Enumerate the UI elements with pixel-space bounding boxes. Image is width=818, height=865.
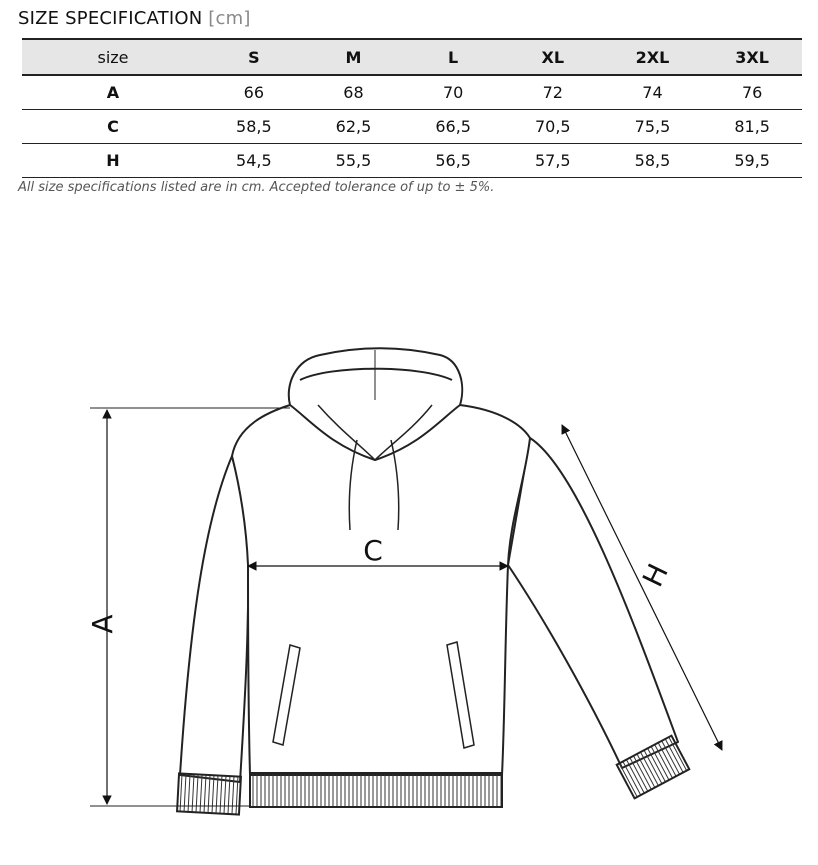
table-cell: 70 xyxy=(403,75,503,110)
row-label: H xyxy=(22,144,204,178)
row-label: C xyxy=(22,110,204,144)
table-cell: 75,5 xyxy=(603,110,703,144)
table-cell: 59,5 xyxy=(702,144,802,178)
table-cell: 76 xyxy=(702,75,802,110)
table-cell: 66,5 xyxy=(403,110,503,144)
table-cell: 54,5 xyxy=(204,144,304,178)
column-header: S xyxy=(204,39,304,75)
table-cell: 70,5 xyxy=(503,110,603,144)
row-label: A xyxy=(22,75,204,110)
tolerance-note: All size specifications listed are in cm. Accepted tolerance of up to ± 5%. xyxy=(18,180,495,195)
hem-ribbing xyxy=(250,773,502,807)
title-text: SIZE SPECIFICATION xyxy=(18,8,203,29)
column-header: size xyxy=(22,39,204,75)
column-header: L xyxy=(403,39,503,75)
column-header: M xyxy=(304,39,404,75)
table-cell: 58,5 xyxy=(603,144,703,178)
table-cell: 68 xyxy=(304,75,404,110)
table-cell: 57,5 xyxy=(503,144,603,178)
table-cell: 62,5 xyxy=(304,110,404,144)
left-cuff xyxy=(177,773,241,814)
table-cell: 56,5 xyxy=(403,144,503,178)
label-a: A xyxy=(86,614,119,634)
column-header: 2XL xyxy=(603,39,703,75)
table-cell: 74 xyxy=(603,75,703,110)
hoodie-outline xyxy=(180,348,678,782)
table-cell: 72 xyxy=(503,75,603,110)
label-h: H xyxy=(636,558,675,592)
column-header: 3XL xyxy=(702,39,802,75)
title-unit: [cm] xyxy=(208,8,251,29)
column-header: XL xyxy=(503,39,603,75)
table-cell: 81,5 xyxy=(702,110,802,144)
table-cell: 55,5 xyxy=(304,144,404,178)
label-c: C xyxy=(363,534,383,567)
table-cell: 58,5 xyxy=(204,110,304,144)
table-cell: 66 xyxy=(204,75,304,110)
